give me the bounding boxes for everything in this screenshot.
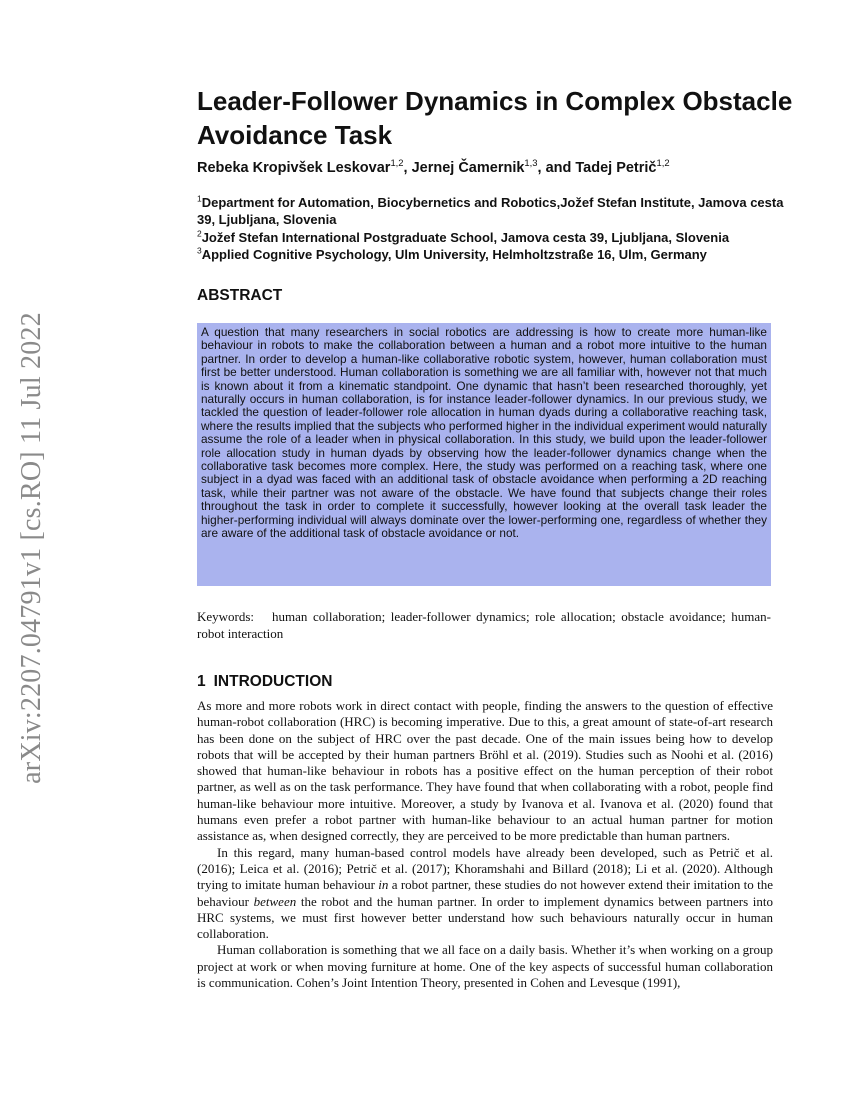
affiliation <box>197 194 787 229</box>
keywords <box>197 609 771 643</box>
affiliation <box>197 229 787 246</box>
affiliation-text: Department for Automation, Biocybernetics and Robotics,Jožef Stefan Institute, Jamova cesta 39, Ljubljana, Slovenia <box>197 195 784 228</box>
author-list: Rebeka Kropivšek Leskovar$^{1,2}$, Jernej Čamernik$^{1,3}$, and Tadej Petrič$^{1,2}$ <box>197 157 670 176</box>
paragraph: Human collaboration is something that we all face on a daily basis. Whether it’s when working on a group project at work or when moving furniture at home. One of the key aspects of successful human collaboration is communication. Cohen’s Joint Intention Theory, presented in Cohen and Levesque (1991), <box>197 942 773 991</box>
abstract-heading: ABSTRACT <box>197 287 283 304</box>
author-affiliation-marks: 1,2 <box>656 157 670 169</box>
abstract-highlight-box <box>197 323 771 586</box>
affiliation-number: 1 <box>197 193 202 204</box>
text-run: a robot partner, these studies do not however extend their imitation to the behaviour <box>197 877 773 909</box>
introduction-heading <box>197 673 332 691</box>
arxiv-identifier: arXiv:2207.04791v1 [cs.RO] 11 Jul 2022 <box>16 311 47 784</box>
abstract-text: A question that many researchers in social robotics are addressing is how to create more human-like behaviour in robots to make the collaboration between a human and a robot more intuitive to the human partner. In order to develop a human-like collaborative robotic system, however, human collaboration must first be better understood. Human collaboration is something we are all familiar with, however not that much is known about it from a kinematic standpoint. One dynamic that hasn’t been researched thoroughly, yet naturally occurs in human collaboration, is for instance leader-follower dynamics. In our previous study, we tackled the question of leader-follower role allocation in human dyads during a collaborative reaching task, where the results implied that the subjects who performed higher in the individual experiment would naturally assume the role of a leader when in physical collaboration. In this study, we build upon the leader-follower role allocation study in human dyads by observing how the leader-follower dynamics change when the collaborative task becomes more complex. Here, the study was performed on a reaching task, where one subject in a dyad was faced with an additional task of obstacle avoidance when performing a 2D reaching task, while their partner was not aware of the obstacle. We have found that subjects change their roles throughout the task in order to complete it successfully, however looking at the overall task leader the higher-performing individual will always dominate over the lower-performing one, regardless of whether they are aware of the additional task of obstacle avoidance or not. <box>201 325 767 541</box>
keywords-label: Keywords: <box>197 609 255 624</box>
paragraph: As more and more robots work in direct contact with people, finding the answers to the question of effective human-robot collaboration (HRC) is becoming imperative. Due to this, a great amount of state-of-art research has been done on the subject of HRC over the past decade. One of the main issues being how to develop robots that will be accepted by their human partners Bröhl et al. (2019). Studies such as Noohi et al. (2016) showed that human-like behaviour in robots has a positive effect on the human perception of their robot partner, as well as on the task performance. They have found that when collaborating with a robot, people find human-like behaviour more intuitive. Moreover, a study by Ivanova et al. Ivanova et al. (2020) found that humans even prefer a robot partner with human-like behaviour to an actual human partner for motion assistance as, when designed correctly, they are perceived to be more predictable than human partners. <box>197 698 773 844</box>
author-affiliation-marks: 1,3 <box>524 157 538 169</box>
emphasis: between <box>253 893 297 909</box>
affiliation-list <box>197 194 787 263</box>
paper-title: Leader-Follower Dynamics in Complex Obstacle Avoidance Task <box>197 86 793 150</box>
affiliation-number: 3 <box>197 245 202 256</box>
paragraph <box>197 845 773 943</box>
affiliation-number: 2 <box>197 228 202 239</box>
author-affiliation-marks: 1,2 <box>390 157 404 169</box>
introduction-body <box>197 698 773 991</box>
author-name: Jernej Čamernik <box>411 160 525 176</box>
affiliation-text: Applied Cognitive Psychology, Ulm University, Helmholtzstraße 16, Ulm, Germany <box>201 246 707 262</box>
arxiv-side-stamp <box>5 300 59 795</box>
keywords-text: human collaboration; leader-follower dynamics; role allocation; obstacle avoidance; human-robot interaction <box>197 609 771 641</box>
affiliation-text: Jožef Stefan International Postgraduate School, Jamova cesta 39, Ljubljana, Slovenia <box>201 229 730 245</box>
section-number: 1 <box>197 673 206 690</box>
author-name: Tadej Petrič <box>575 160 657 176</box>
author-name: Rebeka Kropivšek Leskovar <box>197 160 391 176</box>
affiliation <box>197 246 787 263</box>
emphasis: in <box>378 877 389 893</box>
text-run: In this regard, many human-based control models have already been developed, such as Petrič et al. (2016); Leica et al. (2016); Petrič et al. (2017); Khoramshahi and Billard (2018); Li et al. (2020). Although trying to imitate human behaviour <box>197 844 773 893</box>
text-run: the robot and the human partner. In order to implement dynamics between partners into HRC systems, we must first however better understand how such behaviours naturally occur in human collaboration. <box>197 893 773 942</box>
section-title: INTRODUCTION <box>213 673 333 690</box>
author-conjunction: and <box>545 160 572 176</box>
